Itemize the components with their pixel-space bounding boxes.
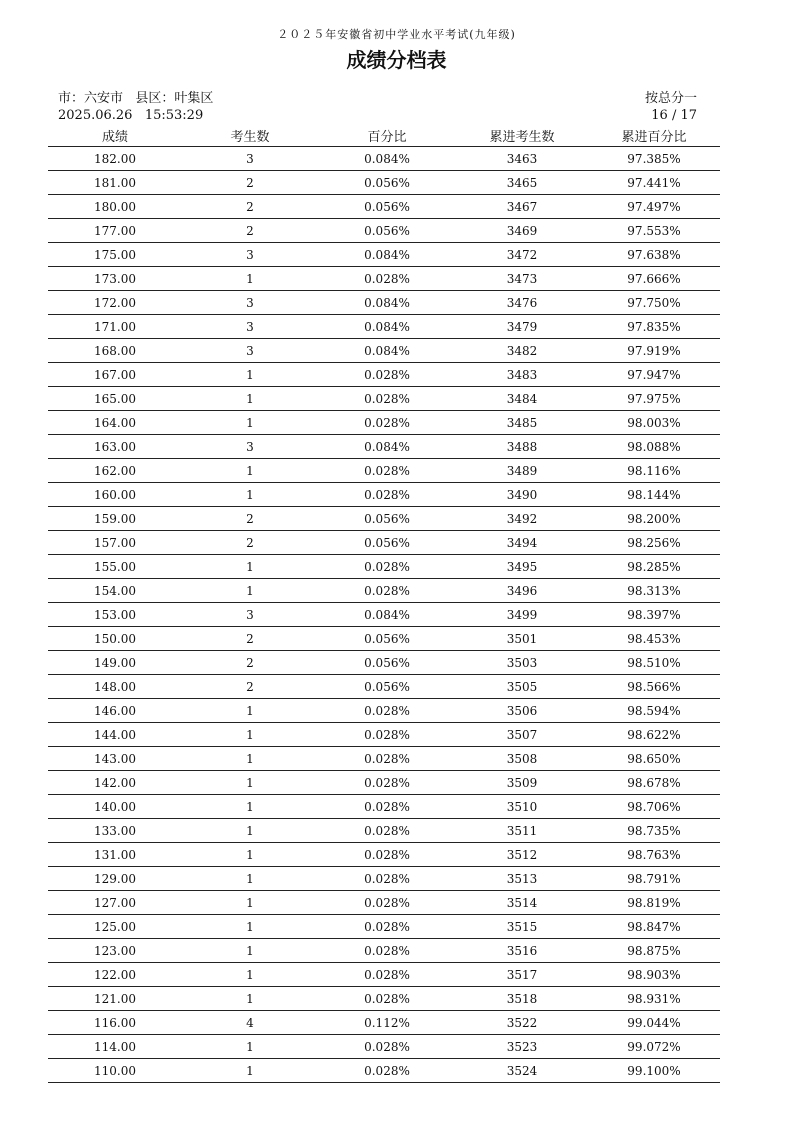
cell-cumulative-count: 3516: [456, 939, 588, 963]
table-row: [48, 507, 720, 531]
cell-score: 155.00: [48, 555, 182, 579]
cell-cumulative-count: 3508: [456, 747, 588, 771]
table-row: [48, 387, 720, 411]
cell-cumulative-count: 3515: [456, 915, 588, 939]
cell-cumulative-count: 3469: [456, 219, 588, 243]
table-row: [48, 531, 720, 555]
report-meta-left: [58, 90, 213, 124]
cell-count: 1: [182, 555, 318, 579]
cell-cumulative-count: 3518: [456, 987, 588, 1011]
cell-percent: 0.028%: [318, 459, 456, 483]
cell-score: 160.00: [48, 483, 182, 507]
cell-cumulative-percent: 98.397%: [588, 603, 720, 627]
cell-cumulative-count: 3501: [456, 627, 588, 651]
cell-score: 175.00: [48, 243, 182, 267]
cell-cumulative-count: 3476: [456, 291, 588, 315]
cell-count: 1: [182, 963, 318, 987]
table-row: [48, 291, 720, 315]
document-title: 成绩分档表: [346, 48, 447, 72]
cell-score: 121.00: [48, 987, 182, 1011]
cell-count: 3: [182, 435, 318, 459]
cell-percent: 0.056%: [318, 531, 456, 555]
document-supertitle: ２０２５年安徽省初中学业水平考试(九年级): [277, 28, 516, 41]
cell-percent: 0.056%: [318, 219, 456, 243]
cell-percent: 0.028%: [318, 771, 456, 795]
cell-score: 131.00: [48, 843, 182, 867]
cell-percent: 0.028%: [318, 267, 456, 291]
table-row: [48, 651, 720, 675]
report-meta-right: [645, 90, 697, 124]
cell-percent: 0.028%: [318, 819, 456, 843]
cell-cumulative-percent: 98.144%: [588, 483, 720, 507]
cell-cumulative-percent: 98.650%: [588, 747, 720, 771]
cell-cumulative-percent: 98.003%: [588, 411, 720, 435]
cell-cumulative-percent: 97.638%: [588, 243, 720, 267]
table-row: [48, 483, 720, 507]
table-row: [48, 555, 720, 579]
cell-score: 129.00: [48, 867, 182, 891]
cell-count: 2: [182, 195, 318, 219]
cell-cumulative-percent: 98.622%: [588, 723, 720, 747]
cell-cumulative-percent: 98.875%: [588, 939, 720, 963]
cell-percent: 0.028%: [318, 843, 456, 867]
cell-score: 142.00: [48, 771, 182, 795]
cell-cumulative-percent: 98.735%: [588, 819, 720, 843]
score-distribution-table: [48, 124, 720, 1083]
cell-cumulative-percent: 98.819%: [588, 891, 720, 915]
cell-cumulative-count: 3509: [456, 771, 588, 795]
cell-score: 148.00: [48, 675, 182, 699]
cell-score: 127.00: [48, 891, 182, 915]
cell-count: 1: [182, 579, 318, 603]
table-row: [48, 603, 720, 627]
cell-score: 159.00: [48, 507, 182, 531]
cell-count: 4: [182, 1011, 318, 1035]
cell-percent: 0.028%: [318, 1059, 456, 1083]
cell-score: 114.00: [48, 1035, 182, 1059]
cell-score: 172.00: [48, 291, 182, 315]
cell-cumulative-percent: 98.510%: [588, 651, 720, 675]
cell-cumulative-count: 3465: [456, 171, 588, 195]
cell-cumulative-percent: 97.385%: [588, 147, 720, 171]
cell-count: 3: [182, 339, 318, 363]
cell-count: 1: [182, 411, 318, 435]
table-row: [48, 267, 720, 291]
cell-cumulative-count: 3507: [456, 723, 588, 747]
cell-score: 177.00: [48, 219, 182, 243]
cell-cumulative-count: 3467: [456, 195, 588, 219]
cell-cumulative-count: 3482: [456, 339, 588, 363]
cell-score: 153.00: [48, 603, 182, 627]
cell-count: 1: [182, 915, 318, 939]
cell-percent: 0.112%: [318, 1011, 456, 1035]
table-row: [48, 819, 720, 843]
cell-percent: 0.028%: [318, 699, 456, 723]
table-row: [48, 459, 720, 483]
table-row: [48, 243, 720, 267]
cell-count: 2: [182, 507, 318, 531]
cell-cumulative-count: 3495: [456, 555, 588, 579]
cell-cumulative-count: 3514: [456, 891, 588, 915]
cell-cumulative-count: 3472: [456, 243, 588, 267]
cell-count: 1: [182, 867, 318, 891]
cell-count: 3: [182, 603, 318, 627]
cell-score: 163.00: [48, 435, 182, 459]
cell-percent: 0.028%: [318, 747, 456, 771]
cell-count: 1: [182, 819, 318, 843]
datetime-label: 2025.06.26 15:53:29: [58, 108, 204, 123]
cell-score: 182.00: [48, 147, 182, 171]
table-header-row: [48, 124, 720, 147]
cell-count: 1: [182, 483, 318, 507]
cell-cumulative-count: 3505: [456, 675, 588, 699]
cell-cumulative-count: 3499: [456, 603, 588, 627]
cell-cumulative-count: 3523: [456, 1035, 588, 1059]
cell-cumulative-count: 3463: [456, 147, 588, 171]
cell-cumulative-count: 3522: [456, 1011, 588, 1035]
cell-percent: 0.028%: [318, 963, 456, 987]
cell-score: 140.00: [48, 795, 182, 819]
cell-score: 162.00: [48, 459, 182, 483]
table-row: [48, 747, 720, 771]
cell-score: 133.00: [48, 819, 182, 843]
cell-cumulative-percent: 97.975%: [588, 387, 720, 411]
cell-score: 149.00: [48, 651, 182, 675]
cell-cumulative-percent: 98.116%: [588, 459, 720, 483]
table-row: [48, 339, 720, 363]
cell-cumulative-percent: 98.903%: [588, 963, 720, 987]
cell-percent: 0.028%: [318, 483, 456, 507]
cell-count: 1: [182, 1059, 318, 1083]
cell-score: 168.00: [48, 339, 182, 363]
table-row: [48, 627, 720, 651]
cell-score: 144.00: [48, 723, 182, 747]
cell-cumulative-percent: 98.088%: [588, 435, 720, 459]
cell-count: 1: [182, 843, 318, 867]
cell-score: 167.00: [48, 363, 182, 387]
cell-percent: 0.056%: [318, 627, 456, 651]
cell-percent: 0.028%: [318, 987, 456, 1011]
cell-percent: 0.028%: [318, 915, 456, 939]
cell-cumulative-count: 3492: [456, 507, 588, 531]
page-number: 16 / 17: [651, 108, 697, 123]
cell-count: 2: [182, 219, 318, 243]
table-row: [48, 363, 720, 387]
table-row: [48, 795, 720, 819]
cell-count: 1: [182, 267, 318, 291]
column-header-score: 成绩: [48, 124, 182, 147]
table-row: [48, 939, 720, 963]
cell-count: 2: [182, 171, 318, 195]
cell-count: 1: [182, 363, 318, 387]
table-row: [48, 1035, 720, 1059]
cell-cumulative-percent: 97.497%: [588, 195, 720, 219]
table-row: [48, 963, 720, 987]
cell-cumulative-count: 3483: [456, 363, 588, 387]
cell-count: 2: [182, 627, 318, 651]
table-row: [48, 891, 720, 915]
cell-percent: 0.084%: [318, 147, 456, 171]
cell-cumulative-count: 3485: [456, 411, 588, 435]
column-header-cumulative-count: 累进考生数: [456, 124, 588, 147]
cell-score: 122.00: [48, 963, 182, 987]
cell-percent: 0.028%: [318, 363, 456, 387]
cell-percent: 0.028%: [318, 891, 456, 915]
cell-score: 165.00: [48, 387, 182, 411]
cell-cumulative-percent: 98.566%: [588, 675, 720, 699]
table-row: [48, 867, 720, 891]
cell-cumulative-percent: 99.100%: [588, 1059, 720, 1083]
cell-percent: 0.028%: [318, 867, 456, 891]
table-row: [48, 171, 720, 195]
cell-cumulative-percent: 98.847%: [588, 915, 720, 939]
cell-count: 3: [182, 243, 318, 267]
cell-cumulative-percent: 98.678%: [588, 771, 720, 795]
cell-count: 3: [182, 315, 318, 339]
table-row: [48, 1059, 720, 1083]
cell-score: 146.00: [48, 699, 182, 723]
table-row: [48, 1011, 720, 1035]
column-header-cumulative-percent: 累进百分比: [588, 124, 720, 147]
cell-cumulative-count: 3490: [456, 483, 588, 507]
cell-percent: 0.028%: [318, 1035, 456, 1059]
cell-cumulative-percent: 97.919%: [588, 339, 720, 363]
cell-count: 1: [182, 387, 318, 411]
cell-cumulative-count: 3496: [456, 579, 588, 603]
cell-score: 171.00: [48, 315, 182, 339]
cell-cumulative-percent: 97.835%: [588, 315, 720, 339]
cell-score: 157.00: [48, 531, 182, 555]
cell-count: 1: [182, 771, 318, 795]
cell-percent: 0.028%: [318, 387, 456, 411]
cell-cumulative-count: 3488: [456, 435, 588, 459]
cell-cumulative-count: 3513: [456, 867, 588, 891]
cell-count: 1: [182, 795, 318, 819]
cell-count: 2: [182, 651, 318, 675]
cell-count: 1: [182, 723, 318, 747]
cell-count: 1: [182, 699, 318, 723]
cell-percent: 0.028%: [318, 411, 456, 435]
cell-cumulative-count: 3503: [456, 651, 588, 675]
cell-count: 1: [182, 1035, 318, 1059]
cell-cumulative-count: 3511: [456, 819, 588, 843]
column-header-count: 考生数: [182, 124, 318, 147]
cell-score: 116.00: [48, 1011, 182, 1035]
cell-count: 1: [182, 459, 318, 483]
cell-percent: 0.028%: [318, 939, 456, 963]
cell-percent: 0.028%: [318, 723, 456, 747]
cell-cumulative-percent: 98.313%: [588, 579, 720, 603]
cell-cumulative-percent: 98.706%: [588, 795, 720, 819]
cell-cumulative-count: 3484: [456, 387, 588, 411]
cell-count: 1: [182, 987, 318, 1011]
cell-percent: 0.084%: [318, 603, 456, 627]
cell-cumulative-percent: 98.791%: [588, 867, 720, 891]
table-row: [48, 579, 720, 603]
cell-count: 3: [182, 291, 318, 315]
cell-percent: 0.056%: [318, 675, 456, 699]
cell-score: 173.00: [48, 267, 182, 291]
table-row: [48, 987, 720, 1011]
cell-percent: 0.084%: [318, 339, 456, 363]
cell-cumulative-percent: 98.256%: [588, 531, 720, 555]
cell-cumulative-percent: 98.594%: [588, 699, 720, 723]
table-row: [48, 219, 720, 243]
cell-percent: 0.056%: [318, 651, 456, 675]
column-header-percent: 百分比: [318, 124, 456, 147]
cell-score: 154.00: [48, 579, 182, 603]
table-row: [48, 411, 720, 435]
cell-count: 1: [182, 891, 318, 915]
cell-percent: 0.084%: [318, 315, 456, 339]
cell-count: 1: [182, 747, 318, 771]
cell-score: 180.00: [48, 195, 182, 219]
table-row: [48, 771, 720, 795]
cell-percent: 0.056%: [318, 171, 456, 195]
cell-score: 123.00: [48, 939, 182, 963]
cell-count: 3: [182, 147, 318, 171]
cell-cumulative-count: 3524: [456, 1059, 588, 1083]
cell-percent: 0.028%: [318, 579, 456, 603]
table-row: [48, 195, 720, 219]
cell-cumulative-percent: 97.666%: [588, 267, 720, 291]
table-row: [48, 435, 720, 459]
table-row: [48, 843, 720, 867]
cell-count: 1: [182, 939, 318, 963]
table-row: [48, 699, 720, 723]
cell-cumulative-percent: 99.044%: [588, 1011, 720, 1035]
cell-score: 150.00: [48, 627, 182, 651]
cell-cumulative-percent: 98.453%: [588, 627, 720, 651]
cell-cumulative-count: 3479: [456, 315, 588, 339]
cell-cumulative-count: 3489: [456, 459, 588, 483]
cell-cumulative-percent: 97.441%: [588, 171, 720, 195]
cell-cumulative-percent: 98.285%: [588, 555, 720, 579]
cell-percent: 0.056%: [318, 195, 456, 219]
cell-cumulative-percent: 97.553%: [588, 219, 720, 243]
cell-score: 110.00: [48, 1059, 182, 1083]
cell-percent: 0.084%: [318, 243, 456, 267]
cell-cumulative-count: 3510: [456, 795, 588, 819]
cell-cumulative-count: 3494: [456, 531, 588, 555]
cell-percent: 0.028%: [318, 555, 456, 579]
cell-score: 143.00: [48, 747, 182, 771]
cell-count: 2: [182, 531, 318, 555]
cell-cumulative-count: 3473: [456, 267, 588, 291]
table-row: [48, 315, 720, 339]
table-body: [48, 147, 720, 1083]
cell-percent: 0.028%: [318, 795, 456, 819]
cell-count: 2: [182, 675, 318, 699]
cell-cumulative-percent: 98.763%: [588, 843, 720, 867]
cell-score: 181.00: [48, 171, 182, 195]
cell-cumulative-percent: 98.931%: [588, 987, 720, 1011]
cell-percent: 0.084%: [318, 291, 456, 315]
cell-cumulative-percent: 97.947%: [588, 363, 720, 387]
cell-cumulative-percent: 99.072%: [588, 1035, 720, 1059]
table-row: [48, 675, 720, 699]
cell-cumulative-count: 3506: [456, 699, 588, 723]
table-row: [48, 915, 720, 939]
table-row: [48, 723, 720, 747]
location-label: 市：六安市 县区：叶集区: [58, 91, 214, 106]
cell-cumulative-count: 3512: [456, 843, 588, 867]
cell-cumulative-count: 3517: [456, 963, 588, 987]
cell-score: 164.00: [48, 411, 182, 435]
cell-cumulative-percent: 98.200%: [588, 507, 720, 531]
cell-percent: 0.056%: [318, 507, 456, 531]
cell-score: 125.00: [48, 915, 182, 939]
cell-percent: 0.084%: [318, 435, 456, 459]
cell-cumulative-percent: 97.750%: [588, 291, 720, 315]
table-row: [48, 147, 720, 171]
sort-label: 按总分一: [644, 91, 697, 106]
